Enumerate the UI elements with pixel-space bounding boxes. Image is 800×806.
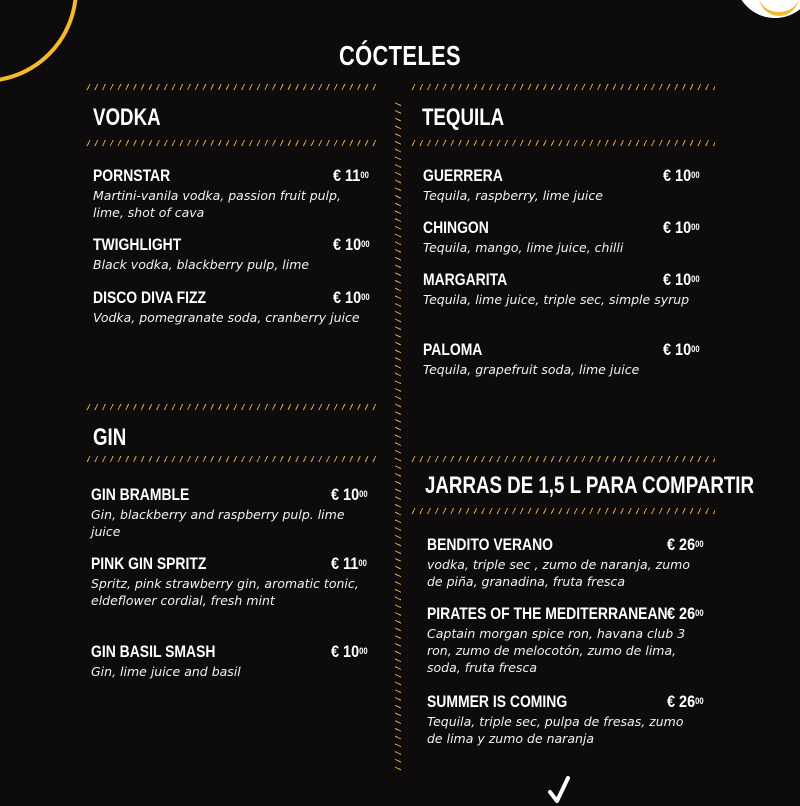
- item-price: € $10^{00}$: [331, 485, 368, 504]
- item-price: € $26^{00}$: [667, 692, 704, 711]
- item-price: € $10^{00}$: [663, 218, 700, 237]
- item-price: € $10^{00}$: [663, 340, 700, 359]
- item-price: € $11^{00}$: [333, 166, 369, 185]
- item-description: Gin, blackberry and raspberry pulp. lime juice: [91, 507, 345, 539]
- menu-item: [91, 485, 371, 540]
- menu-item: [423, 218, 703, 256]
- menu-item: [423, 340, 703, 378]
- item-description: vodka, triple sec , zumo de naranja, zumo de piña, granadina, fruta fresca: [427, 557, 690, 589]
- item-name: PINK GIN SPRITZ: [91, 554, 207, 573]
- divider-gin-bottom: [85, 456, 380, 462]
- divider-tequila-bottom: [410, 140, 715, 146]
- section-title-jarras: JARRAS DE 1,5 L PARA COMPARTIR: [425, 472, 755, 499]
- decorative-logo-shape: [735, 0, 800, 18]
- item-description: Tequila, triple sec, pulpa de fresas, zumo de lima y zumo de naranja: [427, 714, 684, 746]
- menu-item: [427, 692, 707, 747]
- item-name: MARGARITA: [423, 270, 508, 289]
- item-price: € $10^{00}$: [333, 288, 370, 307]
- menu-item: [93, 166, 373, 221]
- item-name: PALOMA: [423, 340, 483, 359]
- item-description: Martini-vanila vodka, passion fruit pulp, lime, shot of cava: [93, 188, 341, 220]
- section-title-tequila: TEQUILA: [422, 104, 505, 131]
- item-description: Gin, lime juice and basil: [91, 664, 241, 679]
- column-divider: [395, 100, 401, 772]
- item-description: Tequila, mango, lime juice, chilli: [423, 240, 624, 255]
- item-description: Tequila, raspberry, lime juice: [423, 188, 603, 203]
- item-description: Tequila, lime juice, triple sec, simple syrup: [423, 292, 690, 307]
- section-title-vodka: VODKA: [93, 104, 161, 131]
- menu-item: [423, 270, 703, 308]
- menu-item: [423, 166, 703, 204]
- menu-item: [427, 604, 707, 676]
- item-description: Vodka, pomegranate soda, cranberry juice: [93, 310, 360, 325]
- item-price: € $26^{00}$: [667, 535, 704, 554]
- divider-jarras-top: [410, 456, 715, 462]
- item-name: GIN BASIL SMASH: [91, 642, 216, 661]
- item-description: Captain morgan spice ron, havana club 3 ron, zumo de melocotón, zumo de lima, soda, fruta fresca: [427, 626, 686, 675]
- decorative-circle: [0, 0, 78, 83]
- item-description: Spritz, pink strawberry gin, aromatic tonic, eldeflower cordial, fresh mint: [91, 576, 359, 608]
- item-name: TWIGHLIGHT: [93, 235, 182, 254]
- item-name: GUERRERA: [423, 166, 503, 185]
- divider-jarras-bottom: [410, 508, 715, 514]
- item-price: € $10^{00}$: [663, 166, 700, 185]
- divider-tequila-top: [410, 84, 715, 90]
- item-name: PORNSTAR: [93, 166, 171, 185]
- page-title: CÓCTELES: [338, 40, 462, 71]
- section-title-gin: GIN: [93, 424, 127, 451]
- item-description: Black vodka, blackberry pulp, lime: [93, 257, 310, 272]
- menu-item: [91, 642, 371, 680]
- item-name: GIN BRAMBLE: [91, 485, 190, 504]
- item-name: CHINGON: [423, 218, 489, 237]
- menu-item: [91, 554, 371, 609]
- item-name: BENDITO VERANO: [427, 535, 553, 554]
- divider-vodka-bottom: [85, 140, 380, 146]
- divider-gin-top: [85, 404, 380, 410]
- checkmark-icon: [548, 776, 570, 806]
- divider-vodka-top: [85, 84, 380, 90]
- item-price: € $10^{00}$: [333, 235, 370, 254]
- menu-item: [93, 235, 373, 273]
- item-price: € $11^{00}$: [331, 554, 367, 573]
- item-name: PIRATES OF THE MEDITERRANEAN: [427, 604, 668, 623]
- menu-item: [427, 535, 707, 590]
- item-name: DISCO DIVA FIZZ: [93, 288, 207, 307]
- item-name: SUMMER IS COMING: [427, 692, 568, 711]
- item-price: € $10^{00}$: [663, 270, 700, 289]
- item-price: € $26^{00}$: [667, 604, 704, 623]
- item-price: € $10^{00}$: [331, 642, 368, 661]
- menu-item: [93, 288, 373, 326]
- item-description: Tequila, grapefruit soda, lime juice: [423, 362, 640, 377]
